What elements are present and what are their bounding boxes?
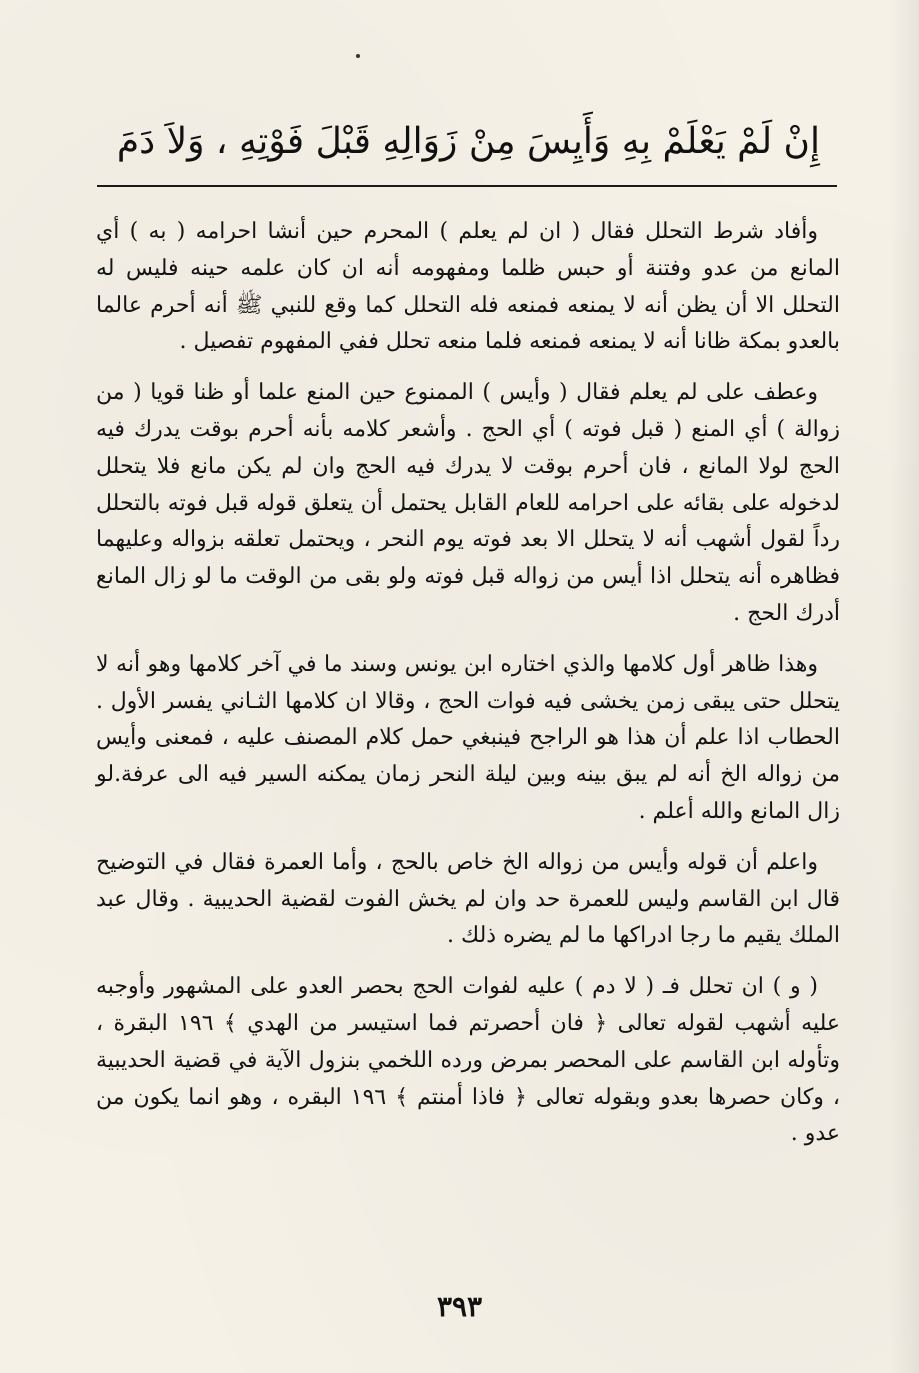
page-number: ٣٩٣ bbox=[436, 1290, 483, 1323]
paragraph-1: وأفاد شرط التحلل فقال ( ان لم يعلم ) المحرم حين أنشا احرامه ( به ) أي المانع من عدو وفتنة أو حبس ظلما ومفهومه أنه ان كان علمه حينه فليس له التحلل الا أن يظن أنه لا يمنعه فمنعه فله التحلل كما وقع للنبي ﷺ أنه أحرم عالما بالعدو بمكة ظانا أنه لا يمنعه فمنعه فلما منعه تحلل ففي المفهوم تفصيل . bbox=[96, 219, 840, 355]
header-divider bbox=[97, 185, 837, 187]
paragraph-3: وهذا ظاهر أول كلامها والذي اختاره ابن يونس وسند ما في آخر كلامها وهو أنه لا يتحلل حتى يبقى زمن يخشى فيه فوات الحج ، وقالا ان كلامها الثـاني يفسر الأول . الحطاب اذا علم أن هذا هو الراجح فينبغي حمل كلام المصنف عليه ، فمعنى وأيس من زواله الخ أنه لم يبق بينه وبين ليلة النحر زمان يمكنه السير فيه الى عرفة.لو زال المانع والله أعلم . bbox=[96, 651, 840, 824]
ink-speck bbox=[356, 54, 360, 58]
paragraph-4: واعلم أن قوله وأيس من زواله الخ خاص بالحج ، وأما العمرة فقال في التوضيح قال ابن القاسم وليس للعمرة حد وان لم يخش الفوت لقضية الحديبية . وقال عبد الملك يقيم ما رجا ادراكها ما لم يضره ذلك . bbox=[96, 849, 840, 949]
paragraph-5: ( و ) ان تحلل فـ ( لا دم ) عليه لفوات الحج بحصر العدو على المشهور وأوجبه عليه أشهب لقوله تعالى ﴿ فان أحصرتم فما استيسر من الهدي ﴾ ١٩٦ البقرة ، وتأوله ابن القاسم على المحصر بمرض ورده اللخمي بنزول الآية في قضية الحديبية ، وكان حصرها بعدو وبقوله تعالى ﴿ فاذا أمنتم ﴾ ١٩٦ البقره ، وهو انما يكون من عدو . bbox=[96, 974, 841, 1147]
paragraph-2: وعطف على لم يعلم فقال ( وأيس ) الممنوع حين المنع علما أو ظنا قويا ( من زوالة ) أي المنع ( قبل فوته ) أي الحج . وأشعر كلامه بأنه أحرم بوقت يدرك فيه الحج لولا المانع ، فان أحرم بوقت لا يدرك فيه الحج وان لم يكن مانع فلا يتحلل لدخوله على بقائه على احرامه للعام القابل يحتمل أن يتعلق قوله قبل فوته بالتحلل رداً لقول أشهب أنه لا يتحلل الا بعد فوته يوم النحر ، ويحتمل تعلقه بزواله وعليهما فظاهره أنه يتحلل اذا أيس من زواله قبل فوته ولو بقى من الوقت ما لو زال المانع أدرك الحج . bbox=[96, 380, 840, 626]
commentary-body bbox=[96, 214, 840, 1167]
matn-verse-heading: إِنْ لَمْ يَعْلَمْ بِهِ وَأَيِسَ مِنْ زَوَالِهِ قَبْلَ فَوْتِهِ ، وَلاَ دَمَ bbox=[116, 121, 820, 162]
page-edge-shadow bbox=[889, 0, 919, 1373]
